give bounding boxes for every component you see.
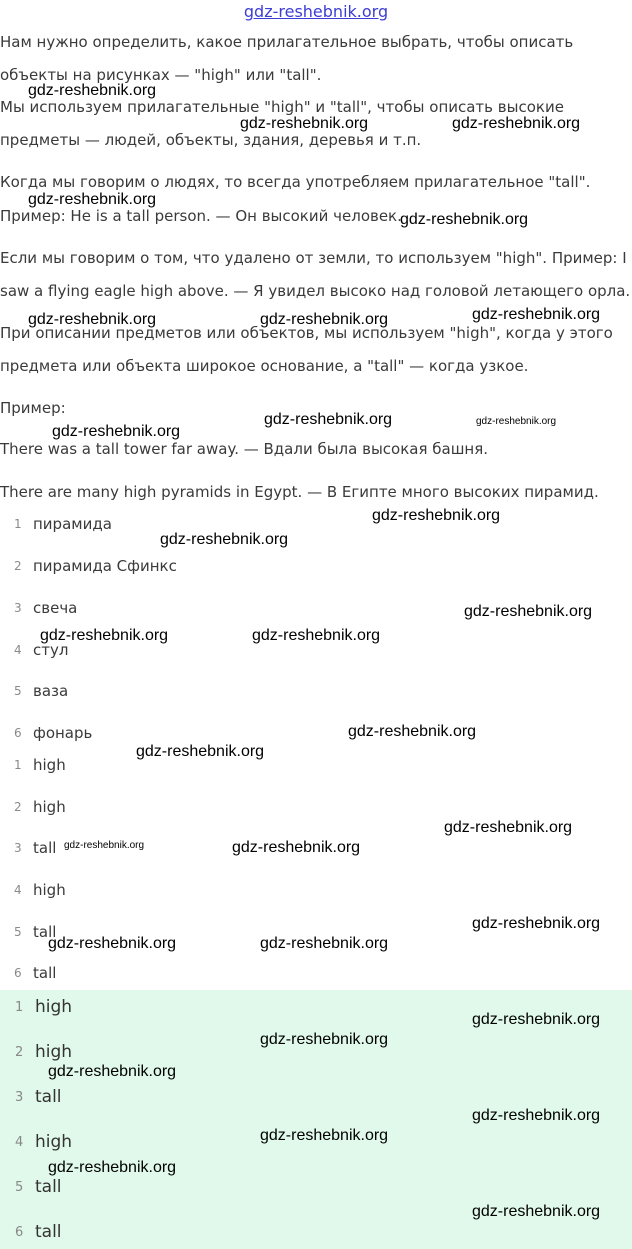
watermark: gdz-reshebnik.org [260,311,389,328]
site-header-link[interactable]: gdz-reshebnik.org [243,2,389,21]
answer-number: 4 [15,1135,24,1150]
watermark: gdz-reshebnik.org [252,627,381,644]
list-number: 5 [14,684,22,698]
paragraph: There are many high pyramids in Egypt. — В Египте много высоких пирамид. [0,483,599,501]
watermark: gdz-reshebnik.org [40,627,169,644]
watermark: gdz-reshebnik.org [472,1011,601,1028]
paragraph: Пример: He is a tall person. — Он высокий человек. [0,207,402,225]
list-item: пирамида Сфинкс [33,557,177,575]
paragraph: Когда мы говорим о людях, то всегда употребляем прилагательное "tall". [0,173,591,191]
watermark: gdz-reshebnik.org [240,115,369,132]
watermark: gdz-reshebnik.org [472,306,601,323]
list-number: 4 [14,643,22,657]
list-item: high [33,881,66,899]
list-item: tall [33,923,57,941]
watermark: gdz-reshebnik.org [400,211,529,228]
watermark: gdz-reshebnik.org [264,411,393,428]
watermark: gdz-reshebnik.org [28,82,157,99]
watermark: gdz-reshebnik.org [452,115,581,132]
watermark: gdz-reshebnik.org [348,723,477,740]
list-number: 1 [14,758,22,772]
list-number: 5 [14,925,22,939]
answer-number: 5 [15,1180,24,1195]
answer-number: 3 [15,1090,24,1105]
watermark: gdz-reshebnik.org [472,1107,601,1124]
answer-number: 2 [15,1045,24,1060]
list-item: фонарь [33,724,93,742]
list-item: свеча [33,599,78,617]
watermark: gdz-reshebnik.org [372,507,501,524]
watermark: gdz-reshebnik.org [476,416,557,427]
list-item: пирамида [33,515,112,533]
paragraph: Если мы говорим о том, что удалено от земли, то используем "high". Пример: I [0,249,627,267]
watermark: gdz-reshebnik.org [52,423,181,440]
answer-item: high [35,1042,73,1062]
watermark: gdz-reshebnik.org [472,915,601,932]
list-item: tall [33,839,57,857]
paragraph: объекты на рисунках — "high" или "tall". [0,66,322,84]
list-number: 2 [14,800,22,814]
answer-item: tall [35,1087,62,1107]
answer-item: high [35,1132,73,1152]
list-number: 2 [14,559,22,573]
list-number: 3 [14,601,22,615]
answer-item: tall [35,1177,62,1197]
list-number: 6 [14,966,22,980]
watermark: gdz-reshebnik.org [472,1203,601,1220]
answer-item: tall [35,1222,62,1242]
watermark: gdz-reshebnik.org [28,191,157,208]
watermark: gdz-reshebnik.org [48,1159,177,1176]
paragraph: Нам нужно определить, какое прилагательное выбрать, чтобы описать [0,33,574,51]
list-number: 3 [14,841,22,855]
paragraph: предмета или объекта широкое основание, а "tall" — когда узкое. [0,357,529,375]
answer-number: 1 [15,1000,24,1015]
watermark: gdz-reshebnik.org [260,1127,389,1144]
list-item: high [33,756,66,774]
list-item: ваза [33,682,69,700]
paragraph: Мы используем прилагательные "high" и "tall", чтобы описать высокие [0,98,564,116]
paragraph: предметы — людей, объекты, здания, деревья и т.п. [0,131,422,149]
watermark: gdz-reshebnik.org [48,1063,177,1080]
list-item: tall [33,964,57,982]
watermark: gdz-reshebnik.org [64,840,145,851]
answer-number: 6 [15,1225,24,1240]
watermark: gdz-reshebnik.org [444,819,573,836]
list-number: 1 [14,517,22,531]
watermark: gdz-reshebnik.org [48,935,177,952]
paragraph: There was a tall tower far away. — Вдали была высокая башня. [0,440,489,458]
watermark: gdz-reshebnik.org [160,531,289,548]
watermark: gdz-reshebnik.org [136,743,265,760]
watermark: gdz-reshebnik.org [260,1031,389,1048]
watermark: gdz-reshebnik.org [232,839,361,856]
list-number: 4 [14,883,22,897]
list-item: high [33,798,66,816]
list-item: стул [33,641,69,659]
watermark: gdz-reshebnik.org [28,311,157,328]
paragraph: Пример: [0,399,66,417]
paragraph: saw a flying eagle high above. — Я увидел высоко над головой летающего орла. [0,282,631,300]
watermark: gdz-reshebnik.org [260,935,389,952]
answer-item: high [35,997,73,1017]
list-number: 6 [14,726,22,740]
watermark: gdz-reshebnik.org [464,603,593,620]
paragraph: При описании предметов или объектов, мы используем "high", когда у этого [0,324,613,342]
